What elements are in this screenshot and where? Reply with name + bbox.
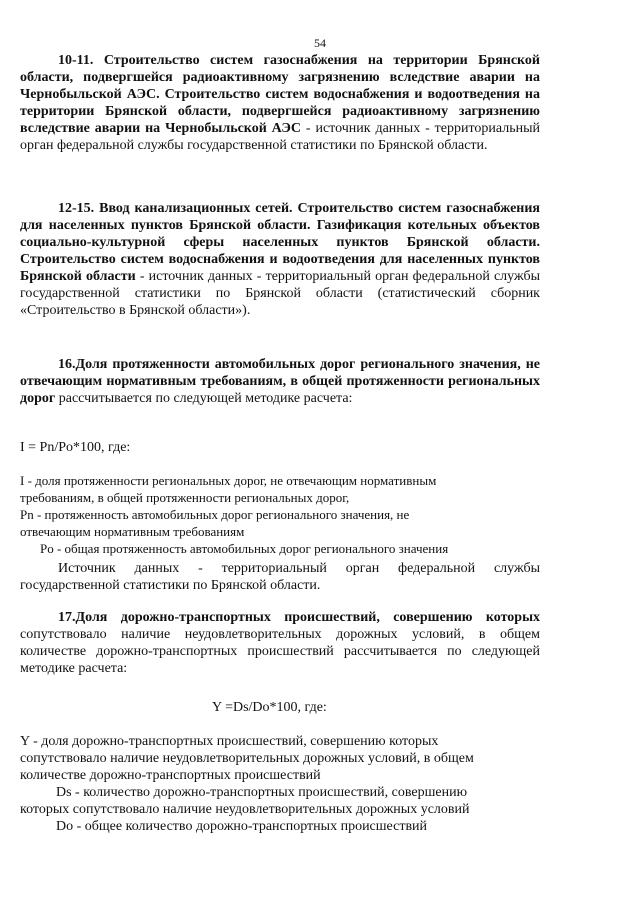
definition-i-line-1: I - доля протяженности региональных дорог, не отвечающим нормативным (20, 473, 437, 488)
definition-pn-line-2: отвечающим нормативным требованиям (20, 524, 245, 539)
definition-y-line-1: Y - доля дорожно-транспортных происшествий, совершению которых (20, 734, 439, 749)
definition-i-line-2: требованиям, в общей протяженности региональных дорог, (20, 490, 350, 505)
source-16: Источник данных - территориальный орган федеральной службы государственной статистики по Брянской области. (20, 561, 540, 593)
definition-y-line-2: сопутствовало наличие неудовлетворительных дорожных условий, в общем (20, 751, 474, 766)
formula-16: I = Pn/Po*100, где: (20, 440, 131, 455)
formula-17: Y =Ds/Do*100, где: (212, 700, 327, 715)
section-17 (20, 609, 540, 677)
section-12-15-text: - источник данных - территориальный орган федеральной службы государственной статистики по Брянской области (статистический сборник «Строительство в Брянской области»). (20, 269, 540, 318)
section-12-15-heading: 12-15. Ввод канализационных сетей. Строительство систем газоснабжения для населенных пунктов Брянской области. Газификация котельных объектов социально-культурной сферы населенных пунктов Брянской области. Строительство систем водоснабжения и водоотведения для населенных пунктов Брянской области (20, 201, 540, 284)
section-10-11 (20, 52, 540, 154)
definitions-16 (20, 472, 560, 557)
section-16-heading: 16.Доля протяженности автомобильных дорог регионального значения, не отвечающим нормативным требованиям, в общей протяженности региональных дорог (20, 357, 540, 406)
definition-y-line-3: количестве дорожно-транспортных происшествий (20, 768, 321, 783)
section-16-text: рассчитывается по следующей методике расчета: (55, 391, 353, 406)
definition-do: Do - общее количество дорожно-транспортных происшествий (56, 819, 428, 834)
section-10-11-text: - источник данных - территориальный орган федеральной службы государственной статистики по Брянской области. (20, 121, 540, 153)
section-12-15 (20, 200, 540, 319)
section-17-heading: 17.Доля дорожно-транспортных происшествий, совершению которых (58, 610, 540, 625)
definitions-17 (20, 733, 560, 835)
definition-ds-line-2: которых сопутствовало наличие неудовлетворительных дорожных условий (20, 802, 470, 817)
definition-po: Po - общая протяженность автомобильных дорог регионального значения (40, 541, 449, 556)
section-17-text: сопутствовало наличие неудовлетворительных дорожных условий, в общем количестве дорожно-транспортных происшествий рассчитывается по следующей методике расчета: (20, 627, 540, 676)
definition-ds-line-1: Ds - количество дорожно-транспортных происшествий, совершению (56, 785, 468, 800)
page-number: 54 (314, 36, 326, 50)
section-16 (20, 356, 540, 407)
definition-pn-line-1: Pn - протяженность автомобильных дорог регионального значения, не (20, 507, 410, 522)
section-10-11-heading: 10-11. Строительство систем газоснабжения на территории Брянской области, подвергшейся радиоактивному загрязнению вследствие аварии на Чернобыльской АЭС. Строительство систем водоснабжения и водоотведения на территории Брянской области, подвергшейся радиоактивному загрязнению вследствие аварии на Чернобыльской АЭС (20, 53, 540, 136)
